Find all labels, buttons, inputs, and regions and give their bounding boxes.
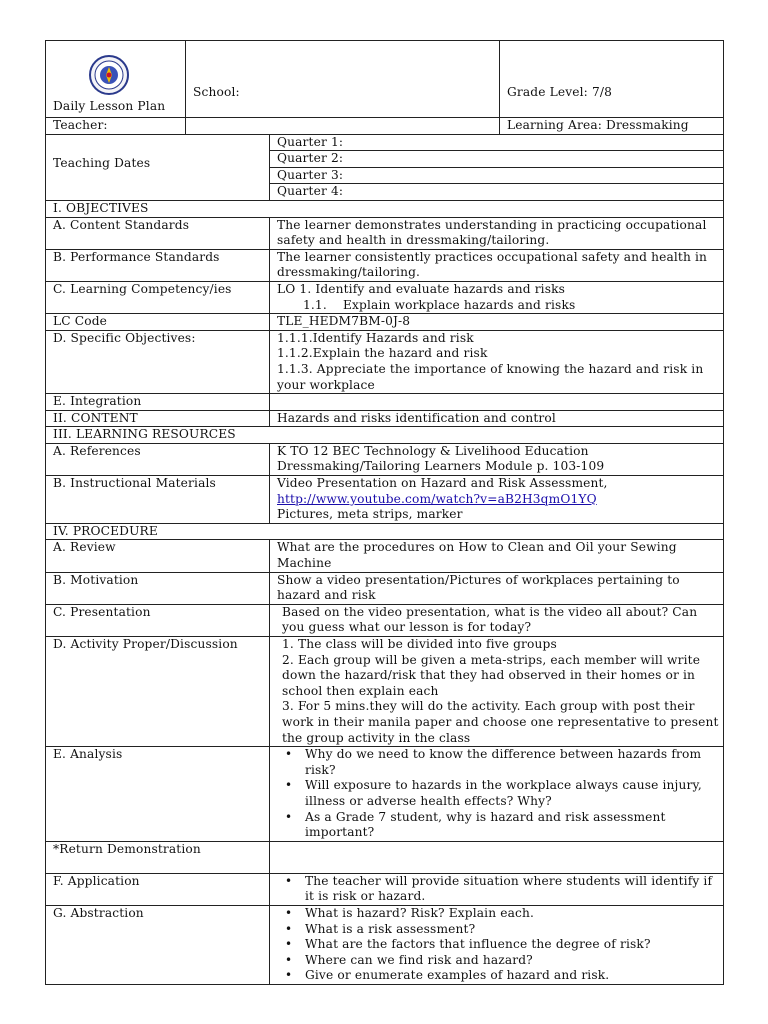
- references-label: A. References: [46, 443, 270, 475]
- materials-value: [270, 476, 724, 524]
- resources-heading: III. LEARNING RESOURCES: [46, 427, 724, 444]
- school-cell: [186, 41, 500, 118]
- materials-label: B. Instructional Materials: [46, 476, 270, 524]
- abstraction-list: [277, 906, 723, 984]
- header-row: [46, 41, 724, 118]
- deped-seal-icon: [89, 55, 129, 95]
- lc-code-value: TLE_HEDM7BM-0J-8: [270, 314, 724, 331]
- presentation-label: C. Presentation: [46, 604, 270, 636]
- performance-standards-value: The learner consistently practices occupational safety and health in dressmaking/tailoring.: [270, 249, 724, 281]
- application-item: • The teacher will provide situation where students will identify if it is risk or hazard.: [305, 874, 723, 905]
- school-label: School:: [193, 85, 240, 100]
- objectives-heading: I. OBJECTIVES: [46, 200, 724, 217]
- analysis-item: • Will exposure to hazards in the workplace always cause injury, illness or adverse health effects? Why?: [305, 778, 723, 809]
- activity-value: [270, 637, 724, 747]
- application-label: F. Application: [46, 873, 270, 905]
- content-standards-value: The learner demonstrates understanding in practicing occupational safety and health in dressmaking/tailoring.: [270, 217, 724, 249]
- competency-lo: LO 1. Identify and evaluate hazards and risks: [277, 281, 566, 296]
- application-value: [270, 873, 724, 905]
- integration-value: [270, 394, 724, 411]
- abstraction-item: • What is a risk assessment?: [305, 922, 723, 938]
- content-heading: II. CONTENT: [46, 410, 270, 427]
- abstraction-item: • Where can we find risk and hazard?: [305, 953, 723, 969]
- motivation-value: Show a video presentation/Pictures of workplaces pertaining to hazard and risk: [270, 572, 724, 604]
- activity-item: 1. The class will be divided into five groups: [282, 637, 557, 651]
- quarter-3: Quarter 3:: [270, 167, 724, 184]
- quarter-1: Quarter 1:: [270, 134, 724, 151]
- activity-label: D. Activity Proper/Discussion: [46, 637, 270, 747]
- teacher-row: [46, 118, 724, 135]
- references-value: K TO 12 BEC Technology & Livelihood Education Dressmaking/Tailoring Learners Module p. 103-109: [270, 443, 724, 475]
- abstraction-value: [270, 905, 724, 984]
- specific-objectives-label: D. Specific Objectives:: [46, 330, 270, 393]
- competency-sub: 1.1. Explain workplace hazards and risks: [303, 297, 576, 312]
- activity-item: 3. For 5 mins.they will do the activity. Each group with post their work in their manila paper and choose one representative to present the group activity in the class: [282, 699, 719, 745]
- analysis-list: [277, 747, 723, 841]
- abstraction-label: G. Abstraction: [46, 905, 270, 984]
- abstraction-item: • What are the factors that influence the degree of risk?: [305, 937, 723, 953]
- lesson-plan-table: [45, 40, 724, 985]
- abstraction-item: • Give or enumerate examples of hazard and risk.: [305, 968, 723, 984]
- return-demo-value: [270, 841, 724, 873]
- specific-objectives-value: [270, 330, 724, 393]
- materials-line: Video Presentation on Hazard and Risk Assessment,: [277, 476, 608, 491]
- analysis-label: E. Analysis: [46, 747, 270, 842]
- return-demo-label: *Return Demonstration: [46, 841, 270, 873]
- grade-level: Grade Level: 7/8: [507, 85, 613, 100]
- lc-code-label: LC Code: [46, 314, 270, 331]
- title-cell: [46, 41, 186, 118]
- document-title: Daily Lesson Plan: [53, 99, 166, 114]
- teaching-dates-label: Teaching Dates: [46, 134, 270, 200]
- presentation-value: Based on the video presentation, what is the video all about? Can you guess what our lesson is for today?: [270, 604, 724, 636]
- activity-item: 2. Each group will be given a meta-strips, each member will write down the hazard/risk that they had observed in their homes or in school then explain each: [282, 652, 701, 698]
- specific-objective-item: 1.1.1.Identify Hazards and risk: [277, 330, 474, 345]
- materials-line: Pictures, meta strips, marker: [277, 507, 463, 522]
- integration-label: E. Integration: [46, 394, 270, 411]
- grade-level-cell: [500, 41, 724, 118]
- content-standards-label: A. Content Standards: [46, 217, 270, 249]
- competency-value: [270, 281, 724, 313]
- performance-standards-label: B. Performance Standards: [46, 249, 270, 281]
- analysis-item: • As a Grade 7 student, why is hazard and risk assessment important?: [305, 810, 723, 841]
- teacher-value: [186, 118, 500, 135]
- competency-label: C. Learning Competency/ies: [46, 281, 270, 313]
- specific-objective-item: 1.1.2.Explain the hazard and risk: [277, 346, 488, 361]
- specific-objective-item: 1.1.3. Appreciate the importance of knowing the hazard and risk in your workplace: [277, 361, 704, 392]
- review-label: A. Review: [46, 540, 270, 572]
- teacher-label: Teacher:: [46, 118, 186, 135]
- quarter-4: Quarter 4:: [270, 184, 724, 201]
- analysis-value: [270, 747, 724, 842]
- review-value: What are the procedures on How to Clean and Oil your Sewing Machine: [270, 540, 724, 572]
- content-value: Hazards and risks identification and control: [270, 410, 724, 427]
- abstraction-item: • What is hazard? Risk? Explain each.: [305, 906, 723, 922]
- motivation-label: B. Motivation: [46, 572, 270, 604]
- quarter-2: Quarter 2:: [270, 151, 724, 168]
- lesson-plan-document: [45, 40, 723, 985]
- application-list: [277, 874, 723, 905]
- learning-area: Learning Area: Dressmaking: [500, 118, 724, 135]
- analysis-item: • Why do we need to know the difference between hazards from risk?: [305, 747, 723, 778]
- procedure-heading: IV. PROCEDURE: [46, 523, 724, 540]
- video-link[interactable]: http://www.youtube.com/watch?v=aB2H3qmO1YQ: [277, 491, 597, 506]
